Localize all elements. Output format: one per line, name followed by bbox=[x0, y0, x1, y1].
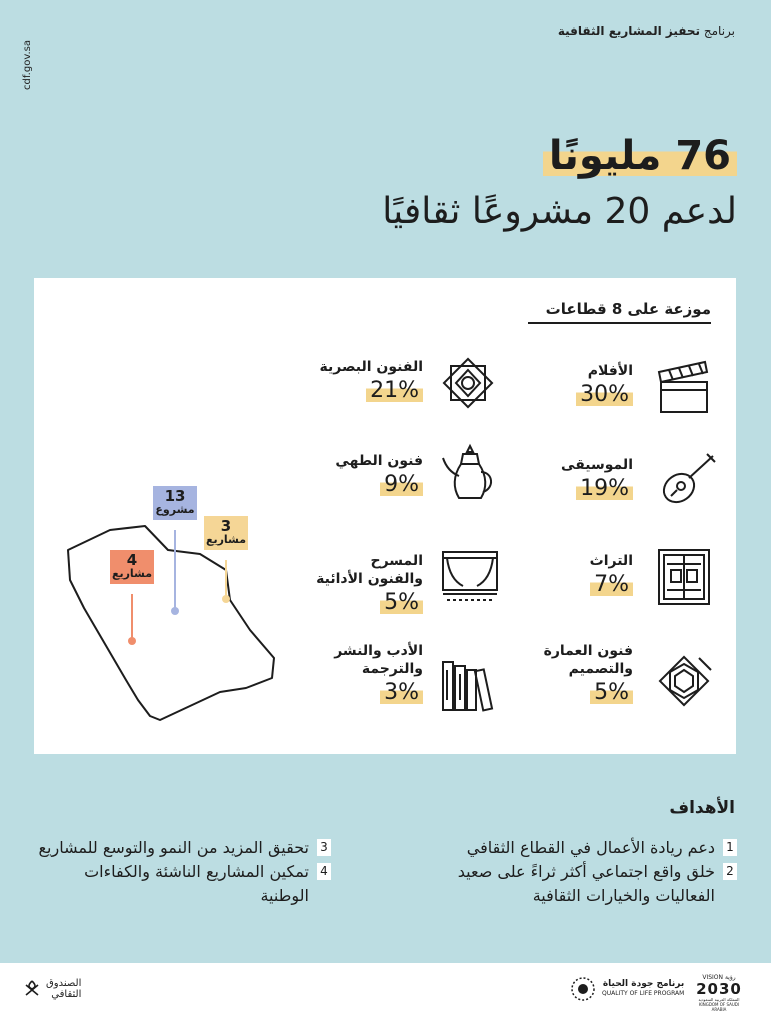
sector-percent: 19% bbox=[576, 478, 633, 500]
cultural-fund-logo bbox=[22, 978, 81, 1000]
sector-percent: 7% bbox=[590, 574, 633, 596]
goal-number: 4 bbox=[317, 863, 331, 880]
map-pin-3 bbox=[204, 516, 248, 550]
map-pin-4 bbox=[110, 550, 154, 584]
pin-label: مشاريع bbox=[205, 533, 247, 546]
coffee-pot-icon bbox=[439, 442, 501, 504]
program-prefix: برنامج bbox=[703, 24, 735, 38]
sector-name: فنون الطهي bbox=[335, 453, 423, 469]
program-title: تحفيز المشاريع الثقافية bbox=[557, 24, 701, 38]
map-pin-13 bbox=[153, 486, 197, 520]
map-pin-stem bbox=[174, 530, 176, 610]
vision-year: 2030 bbox=[696, 980, 742, 998]
sector-percent: 5% bbox=[590, 682, 633, 704]
goal-text: تمكين المشاريع الناشئة والكفاءات الوطنية bbox=[84, 862, 309, 905]
goal-item bbox=[31, 860, 331, 908]
goal-text: دعم ريادة الأعمال في القطاع الثقافي bbox=[466, 838, 715, 857]
goal-number: 3 bbox=[317, 839, 331, 856]
qol-program-logo bbox=[570, 976, 684, 1002]
sector-percent: 21% bbox=[366, 380, 423, 402]
sector-name: الفنون البصرية bbox=[319, 359, 423, 375]
vision-country-ar: المملكة العربية السعودية bbox=[698, 997, 740, 1002]
qol-emblem-icon bbox=[570, 976, 596, 1002]
sector-name: فنون العمارة والتصميم bbox=[543, 643, 633, 677]
map-pin-stem bbox=[225, 560, 227, 598]
map-pin-dot bbox=[128, 637, 136, 645]
pin-count: 4 bbox=[126, 551, 138, 569]
goal-text: خلق واقع اجتماعي أكثر ثراءً على صعيد الفعاليات والخيارات الثقافية bbox=[457, 862, 715, 905]
headline-amount: 76 مليونًا bbox=[543, 134, 737, 178]
map-pin-stem bbox=[131, 594, 133, 640]
map-pin-dot bbox=[171, 607, 179, 615]
headline-subtitle: لدعم 20 مشروعًا ثقافيًا bbox=[382, 191, 737, 232]
sector-name: التراث bbox=[589, 553, 633, 569]
qol-english: QUALITY OF LIFE PROGRAM bbox=[602, 990, 685, 997]
sector-name: الأدب والنشر والترجمة bbox=[334, 643, 423, 677]
pin-label: مشروع bbox=[155, 503, 195, 516]
site-url[interactable]: cdf.gov.sa bbox=[22, 40, 33, 90]
vision-2030-logo bbox=[694, 974, 744, 1012]
theater-stage-icon bbox=[439, 546, 501, 608]
goals-title: الأهداف bbox=[669, 798, 735, 818]
headline bbox=[543, 134, 737, 178]
saudi-emblem-icon bbox=[22, 979, 42, 999]
pin-count: 13 bbox=[164, 487, 186, 505]
vision-ar: رؤية bbox=[724, 974, 736, 981]
sector-percent: 3% bbox=[380, 682, 423, 704]
sector-name: الأفلام bbox=[587, 363, 633, 379]
vision-country-en: KINGDOM OF SAUDI ARABIA bbox=[698, 1002, 740, 1012]
saudi-map bbox=[50, 517, 280, 735]
map-pin-dot bbox=[222, 595, 230, 603]
books-icon bbox=[439, 652, 501, 714]
sector-percent: 9% bbox=[380, 474, 423, 496]
sector-literature bbox=[263, 642, 423, 704]
qol-arabic: برنامج جودة الحياة bbox=[602, 979, 685, 989]
sector-percent: 30% bbox=[576, 384, 633, 406]
pin-label: مشاريع bbox=[111, 567, 153, 580]
map-outline bbox=[68, 526, 274, 720]
sectors-heading: موزعة على 8 قطاعات bbox=[528, 300, 711, 324]
program-name bbox=[558, 24, 735, 38]
film-clapper-icon bbox=[653, 356, 715, 418]
goal-item bbox=[417, 836, 737, 860]
sector-theater bbox=[263, 552, 423, 614]
oud-icon bbox=[657, 448, 719, 510]
sector-culinary bbox=[263, 452, 423, 496]
fund-name-line1: الصندوق bbox=[46, 978, 82, 989]
star-ornament-icon bbox=[437, 352, 499, 414]
vision-en: VISION bbox=[702, 974, 724, 981]
goal-item bbox=[417, 860, 737, 908]
heritage-door-icon bbox=[653, 546, 715, 608]
sector-name: الموسيقى bbox=[561, 457, 633, 473]
goal-item bbox=[31, 836, 331, 860]
goal-number: 2 bbox=[723, 863, 737, 880]
fund-name-line2: الثقافي bbox=[51, 989, 82, 1000]
goal-text: تحقيق المزيد من النمو والتوسع للمشاريع bbox=[38, 838, 309, 857]
sector-name: المسرح والفنون الأدائية bbox=[316, 553, 423, 587]
pin-count: 3 bbox=[220, 517, 232, 535]
goal-number: 1 bbox=[723, 839, 737, 856]
sector-visual-arts bbox=[263, 358, 423, 402]
sector-percent: 5% bbox=[380, 592, 423, 614]
architecture-icon bbox=[653, 650, 715, 712]
